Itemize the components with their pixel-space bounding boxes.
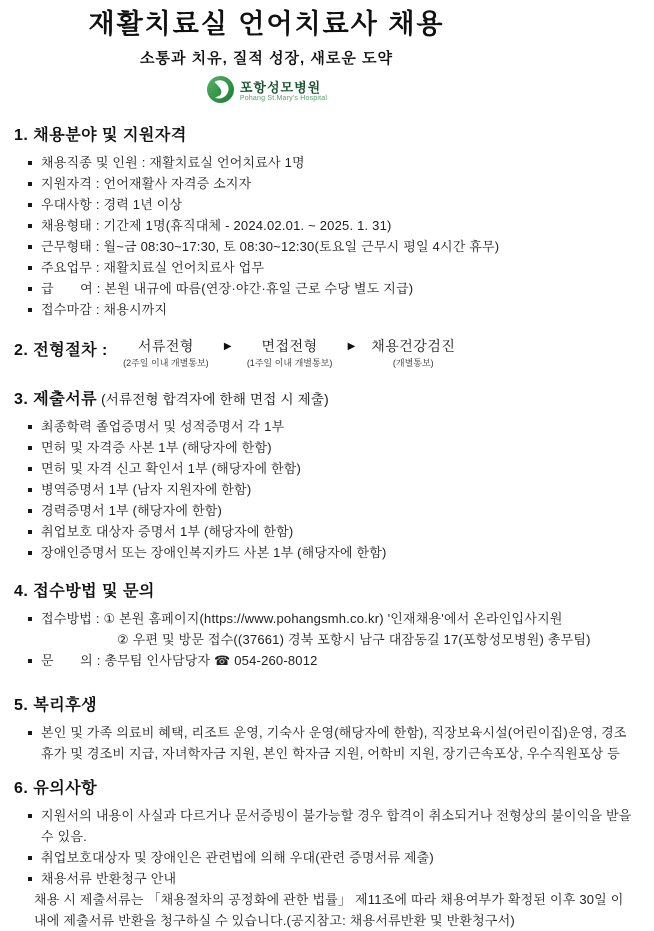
list-item [14,236,640,257]
bullet-icon [28,287,32,291]
section-title: 6. 유의사항 [14,779,98,797]
bullet-icon [28,814,32,818]
list-item [14,479,640,500]
list-item [14,500,640,521]
bullet-icon [28,245,32,249]
selection-process-flow [14,337,640,369]
section-title-note: (서류전형 합격자에 한해 면접 시 제출) [97,391,329,407]
hospital-name-ko: 포항성모병원 [239,80,322,96]
hospital-logo-text [240,81,327,102]
bullet-icon [28,182,32,186]
section-title [14,386,640,409]
section-benefits [14,692,640,764]
step-name: 면접전형 [261,337,318,354]
bullet-icon [28,659,32,663]
list-item-text: 장애인증명서 또는 장애인복지카드 사본 1부 (해당자에 한함) [41,544,387,560]
hospital-logo-icon [206,75,235,109]
arrow-right-icon: ▶ [347,340,356,352]
list-item-text: 근무형태 : 월~금 08:30~17:30, 토 08:30~12:30(토요일 근무시 평일 4시간 휴무) [41,238,500,254]
list-item-text: 취업보호대상자 및 장애인은 관련법에 의해 우대(관련 증명서류 제출) [41,849,434,865]
process-step-documents [118,337,214,369]
section-title-main: 3. 제출서류 [14,390,98,408]
list-item [14,805,640,847]
list-item [14,847,640,868]
bullet-icon [28,551,32,555]
hospital-name-en: Pohang St.Mary's Hospital [239,95,328,103]
contact-info: 문 의 : 총무팀 인사담당자 ☎ 054-260-8012 [41,652,318,668]
bullet-icon [28,509,32,513]
bullet-icon [28,467,32,471]
list-item [14,278,640,299]
list-item [14,608,640,650]
list-item [14,650,640,671]
bullet-icon [28,224,32,228]
hospital-logo [14,75,519,109]
list-item [14,152,640,173]
list-item [14,868,640,889]
list-item-text: 병역증명서 1부 (남자 지원자에 한함) [41,481,252,497]
list-item [14,458,640,479]
list-item-text: 경력증명서 1부 (해당자에 한함) [41,502,223,518]
list-item-text: 급 여 : 본원 내규에 따름(연장·야간·휴일 근로 수당 별도 지급) [41,280,414,296]
application-method-mail: ② 우편 및 방문 접수((37661) 경북 포항시 남구 대잠동길 17(포항성모병원) 총무팀) [117,631,591,647]
section-submission-documents [14,386,640,563]
list-item-text: 주요업무 : 재활치료실 언어치료사 업무 [41,259,265,275]
list-item-text: 채용형태 : 기간제 1명(휴직대체 - 2024.02.01. ~ 2025. 1. 31) [41,217,392,233]
section-selection-process [14,337,640,369]
step-note: (1주일 이내 개별통보) [246,357,333,368]
list-item-text: 면허 및 자격 신고 확인서 1부 (해당자에 한함) [41,460,302,476]
process-step-health-check [365,337,461,369]
bullet-icon [28,446,32,450]
list-item-text: 지원자격 : 언어재활사 자격증 소지자 [41,175,252,191]
list-item [14,521,640,542]
section-recruitment-field [14,122,640,320]
bullet-icon [28,488,32,492]
section-title: 4. 접수방법 및 문의 [14,582,155,600]
list-item-text: 면허 및 자격증 사본 1부 (해당자에 한함) [41,439,272,455]
list-item [14,299,640,320]
bullet-icon [28,308,32,312]
bullet-icon [28,425,32,429]
section-title: 1. 채용분야 및 지원자격 [14,126,187,144]
list-item [14,257,640,278]
list-item-text: 접수마감 : 채용시까지 [41,301,168,317]
list-item-text: 최종학력 졸업증명서 및 성적증명서 각 1부 [41,418,285,434]
bullet-icon [28,203,32,207]
process-step-interview [242,337,338,369]
bullet-icon [28,530,32,534]
document-return-notice: 채용 시 제출서류는 「채용절차의 공정화에 관한 법률」 제11조에 따라 채용여부가 확정된 이후 30일 이내에 제출서류 반환을 청구하실 수 있습니다.(공지참고: 채용서류반환 및 반환청구서) [34,891,624,928]
list-item [14,542,640,563]
step-note: (2주일 이내 개별통보) [123,357,209,368]
section-title: 5. 복리후생 [14,696,98,714]
bullet-icon [28,731,32,735]
list-item [14,722,640,764]
step-name: 채용건강검진 [371,337,456,354]
application-methods [41,608,591,650]
step-note: (개별통보) [392,357,434,368]
list-item-text: 취업보호 대상자 증명서 1부 (해당자에 한함) [41,523,294,539]
list-item-text: 채용직종 및 인원 : 재활치료실 언어치료사 1명 [41,154,305,170]
section-title: 2. 전형절차 : [14,341,108,359]
list-item-text: 우대사항 : 경력 1년 이상 [41,196,183,212]
bullet-icon [28,161,32,165]
list-item [14,173,640,194]
benefits-text: 본인 및 가족 의료비 혜택, 리조트 운영, 기숙사 운영(해당자에 한함), 직장보육시설(어린이집)운영, 경조 휴가 및 경조비 지급, 자녀학자금 지원, 본인 학자금 지원, 어학비 지원, 장기근속포상, 우수직원포상 등 [41,724,631,761]
section-notices [14,775,640,931]
list-item-text: 채용서류 반환청구 안내 [41,870,177,886]
section-application-method [14,578,640,671]
bullet-icon [28,266,32,270]
list-item [14,194,640,215]
application-method-online: 접수방법 : ① 본원 홈페이지(https://www.pohangsmh.co.kr) '인재채용'에서 온라인입사지원 [41,610,563,626]
list-item [14,437,640,458]
list-item [14,215,640,236]
list-item [14,416,640,437]
list-item-text: 지원서의 내용이 사실과 다르거나 문서증빙이 불가능할 경우 합격이 취소되거나 전형상의 불이익을 받을 수 있음. [41,807,636,844]
page-title: 재활치료실 언어치료사 채용 [88,9,445,39]
page-subtitle: 소통과 치유, 질적 성장, 새로운 도약 [139,49,394,67]
bullet-icon [28,856,32,860]
document-header [14,8,519,109]
arrow-right-icon: ▶ [223,340,232,352]
bullet-icon [28,617,32,621]
step-name: 서류전형 [137,337,194,354]
bullet-icon [28,877,32,881]
